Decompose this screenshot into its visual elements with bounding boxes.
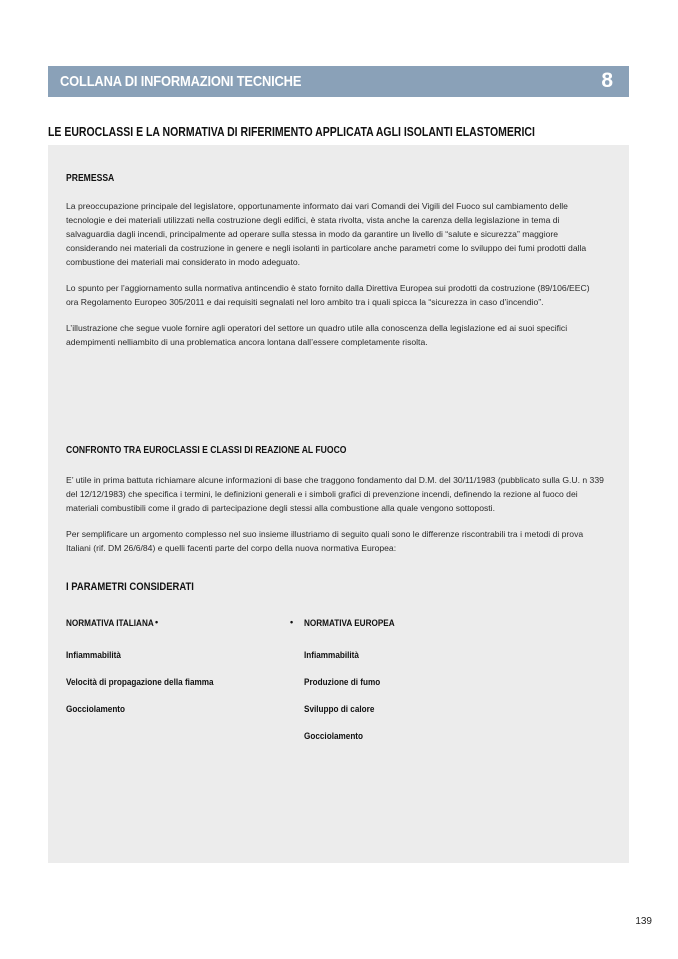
premessa-paragraph-1: La preoccupazione principale del legislatore, opportunamente informato dai vari Comandi dei Vigili del Fuoco sul cambiamento delle tecnologie e dei materiali utilizzati nella costruzione degli edifici, è stata rivolta, vista anche la carenza della legislazione in tema di salvaguardia dagli incendi, principalmente ad operare sulla stessa in modo da garantire un livello di “salute e sicurezza” maggiore considerando nei materiali da costruzione in genere e negli isolanti in particolare anche parametri come lo sviluppo dei fumi prodotti dalla combustione dei materiali mai considerato in modo adeguato.: [66, 201, 587, 267]
confronto-paragraph-1: E’ utile in prima battuta richiamare alcune informazioni di base che traggono fondamento dal D.M. del 30/11/1983 (pubblicato sulla G.U. n 339 del 12/12/1983) che specifica i termini, le definizioni generali e i simboli grafici di prevenzione incendi, definendo la rezione al fuoco dei materiali combustibili come il grado di partecipazione degli stessi alla combustione alla quale vengono sottoposti.: [66, 475, 604, 513]
europea-item-gocciolamento: Gocciolamento: [304, 731, 364, 742]
europea-item-infiammabilita: Infiammabilità: [304, 650, 359, 661]
premessa-paragraph-2: Lo spunto per l’aggiornamento sulla normativa antincendio è stato fornito dalla Direttiva Europea sui prodotti da costruzione (89/106/EEC) ora Regolamento Europeo 305/2011 e dai requisiti segnalati nel loro ambito tra i quali spicca la “sicurezza in caso d’incendio”.: [66, 283, 590, 307]
header-bar: [48, 66, 629, 97]
page-number: 139: [635, 916, 652, 927]
premessa-heading: PREMESSA: [66, 173, 115, 184]
confronto-heading: CONFRONTO TRA EUROCLASSI E CLASSI DI REAZIONE AL FUOCO: [66, 445, 347, 456]
confronto-paragraph-2: Per semplificare un argomento complesso nel suo insieme illustriamo di seguito quali sono le differenze riscontrabili tra i metodi di prova Italiani (rif. DM 26/6/84) e quelli facenti parte del corpo della nuova normativa Europea:: [66, 529, 584, 553]
normativa-europea-heading: NORMATIVA EUROPEA: [304, 618, 395, 629]
italiana-item-gocciolamento: Gocciolamento: [66, 704, 126, 715]
content-panel: [48, 145, 629, 863]
europea-item-fumo: Produzione di fumo: [304, 677, 381, 688]
europea-item-calore: Sviluppo di calore: [304, 704, 375, 715]
italiana-item-infiammabilita: Infiammabilità: [66, 650, 121, 661]
normativa-italiana-heading: NORMATIVA ITALIANA: [66, 618, 154, 629]
bullet-italiana: •: [155, 617, 159, 627]
series-title: COLLANA DI INFORMAZIONI TECNICHE: [60, 73, 302, 90]
bullet-europea: •: [290, 617, 294, 627]
italiana-item-velocita: Velocità di propagazione della fiamma: [66, 677, 214, 688]
premessa-paragraph-3: L’illustrazione che segue vuole fornire agli operatori del settore un quadro utile alla conoscenza della legislazione ed ai suoi specifici adempimenti nelliambito di una problematica ancora lontana dall’essere completamente risolta.: [66, 323, 568, 347]
chapter-number: 8: [601, 69, 613, 92]
parametri-title: I PARAMETRI CONSIDERATI: [66, 581, 194, 593]
page-title: LE EUROCLASSI E LA NORMATIVA DI RIFERIMENTO APPLICATA AGLI ISOLANTI ELASTOMERICI: [48, 125, 535, 139]
